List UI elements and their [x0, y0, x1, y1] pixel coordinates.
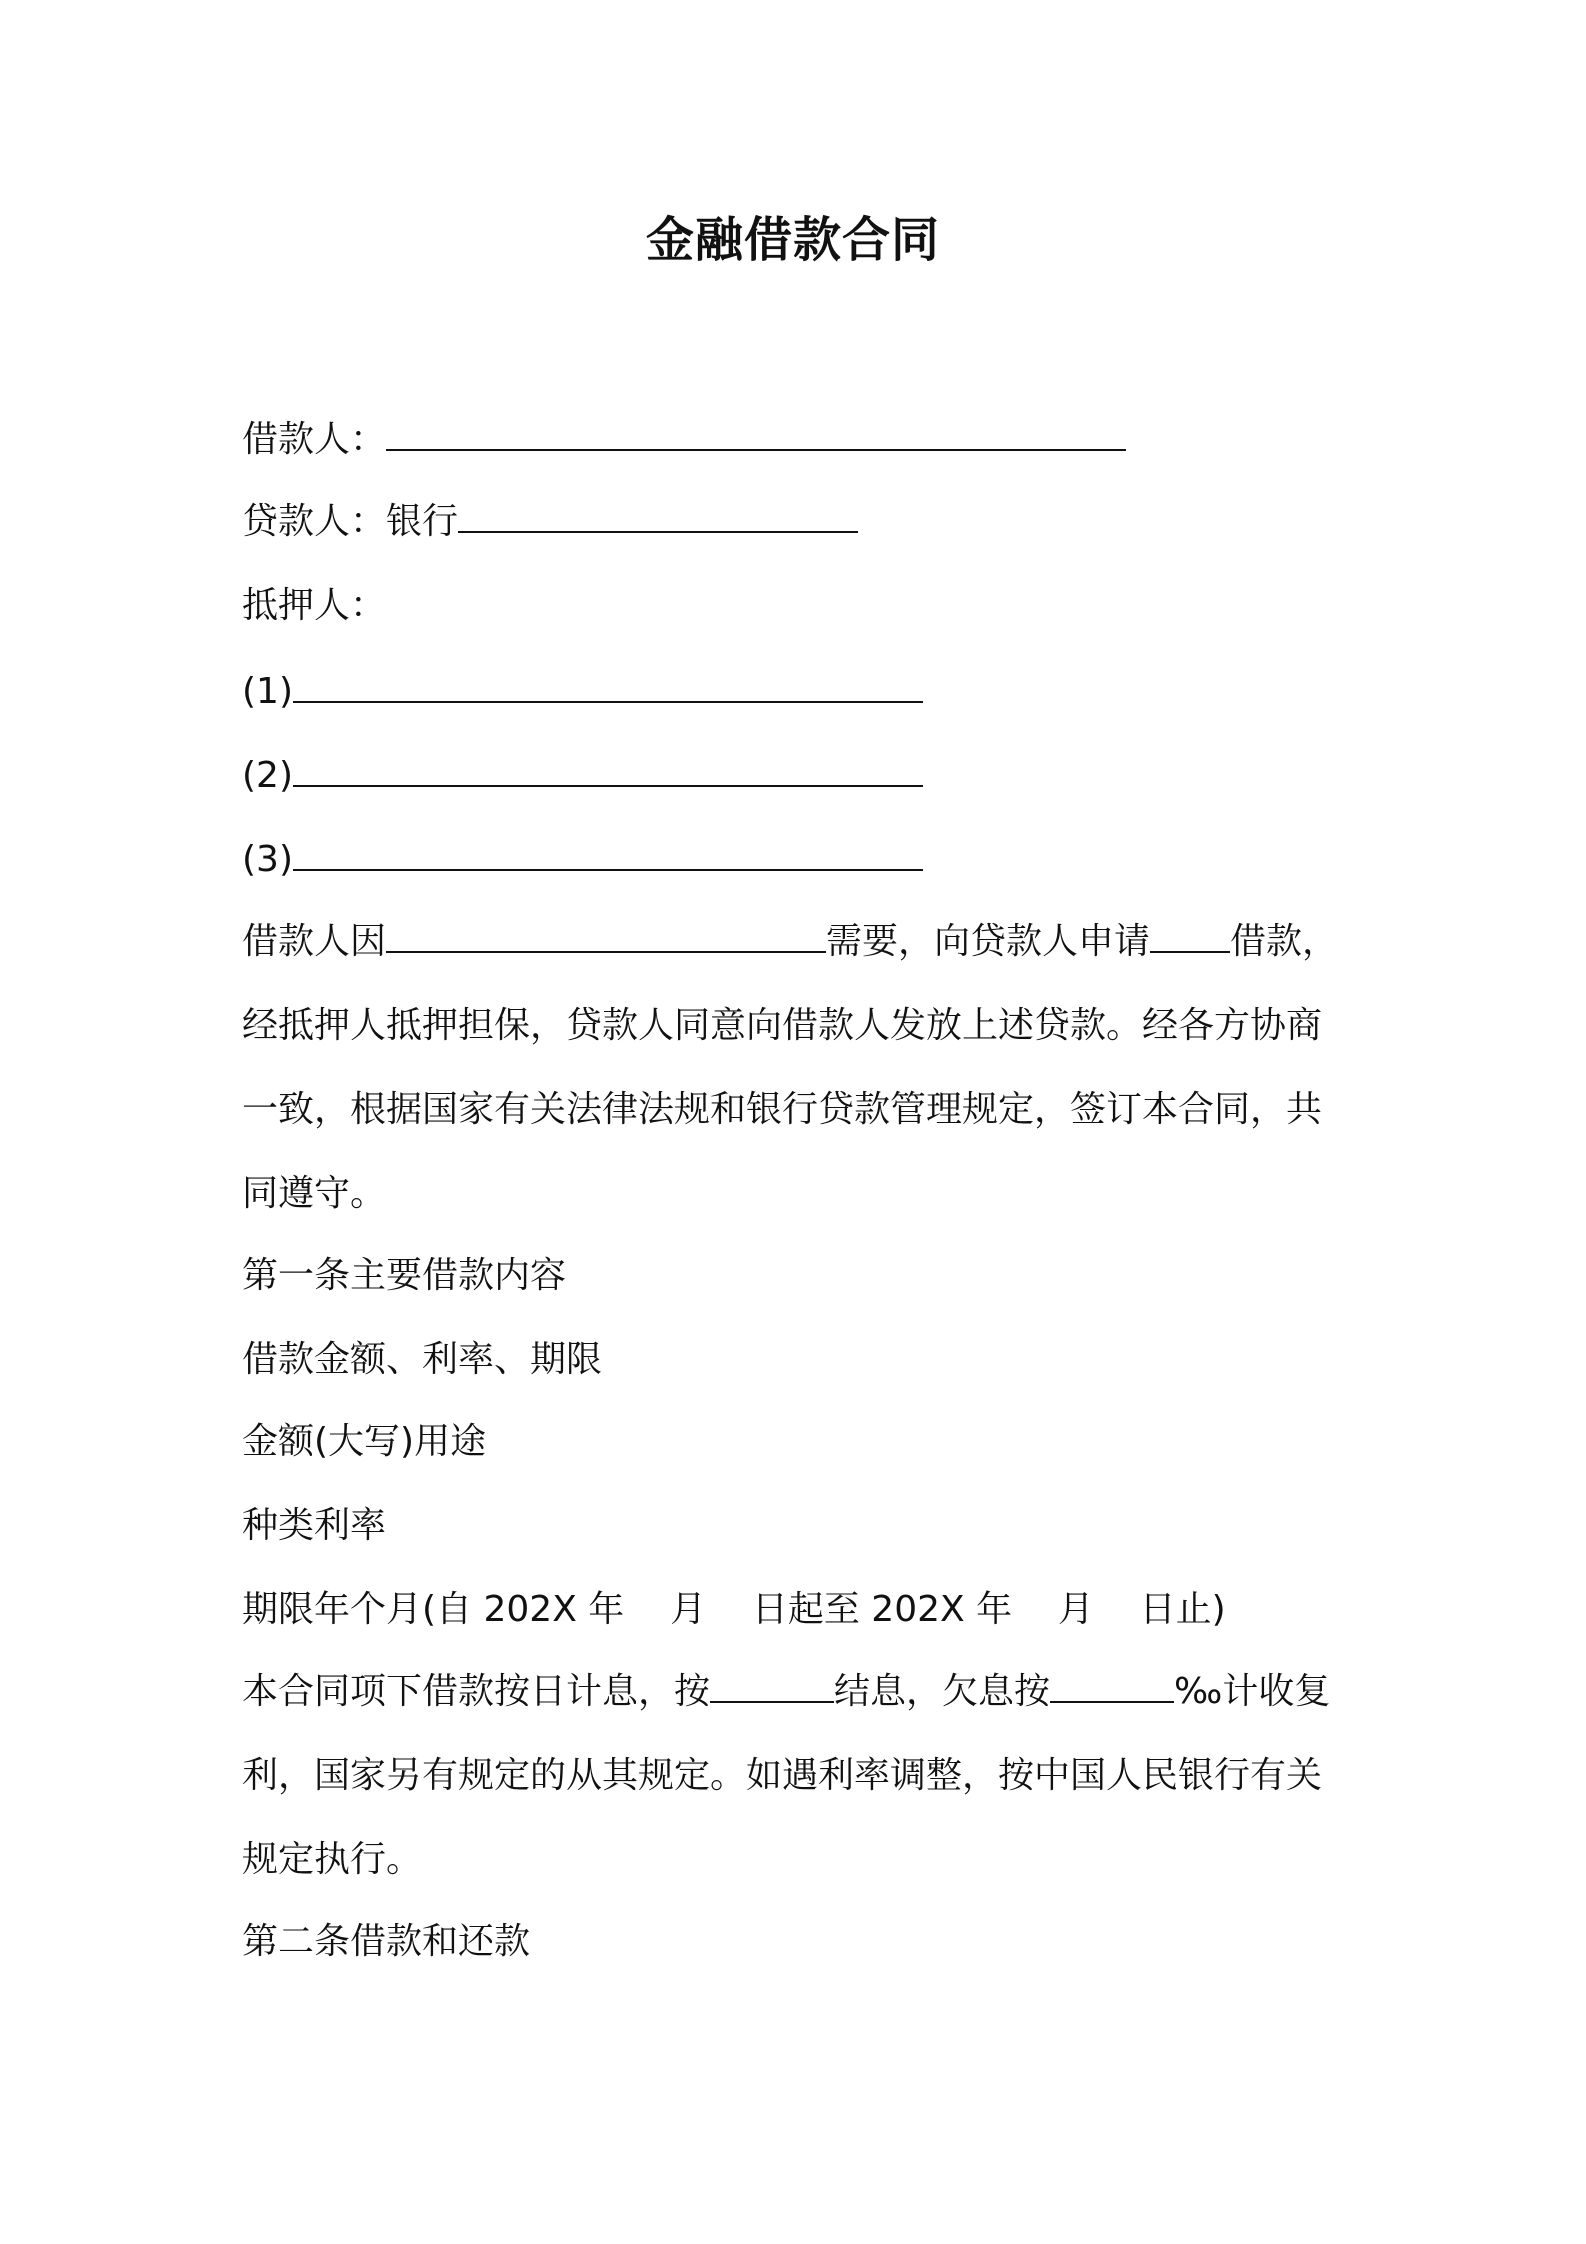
article-1-item-3: 种类利率	[242, 1505, 387, 1546]
borrower-blank	[386, 419, 1126, 451]
article-2-heading: 第二条借款和还款	[242, 1921, 531, 1962]
article-1-item-2: 金额(大写)用途	[242, 1421, 487, 1462]
mortgagor-label: 抵押人：	[242, 585, 387, 626]
page-title: 金融借款合同	[645, 212, 940, 268]
borrower-row	[242, 418, 1362, 462]
intro-line-4: 同遵守。	[242, 1173, 387, 1214]
mortgagor-blank	[293, 839, 923, 871]
article-1-item-1: 借款金额、利率、期限	[242, 1339, 603, 1380]
term-line: 期限年个月(自 202X 年 月 日起至 202X 年 月 日止)	[242, 1589, 1226, 1630]
intro-line-3: 一致，根据国家有关法律法规和银行贷款管理规定，签订本合同，共	[242, 1089, 1323, 1130]
lender-bank: 银行	[386, 501, 459, 542]
interest-line-3: 规定执行。	[242, 1839, 423, 1880]
mortgagor-row-1	[242, 670, 1362, 714]
loan-type-blank	[1150, 921, 1230, 953]
mortgagor-blank	[293, 671, 923, 703]
interest-line-1	[242, 1670, 1362, 1714]
mortgagor-index: (3)	[242, 839, 293, 880]
intro-line-2: 经抵押人抵押担保，贷款人同意向借款人发放上述贷款。经各方协商	[242, 1005, 1323, 1046]
mortgagor-index: (1)	[242, 671, 293, 712]
interest-text: 结息，欠息按	[834, 1671, 1051, 1712]
intro-text: 需要，向贷款人申请	[826, 921, 1151, 962]
article-1-heading: 第一条主要借款内容	[242, 1255, 567, 1296]
borrower-label: 借款人：	[242, 419, 387, 460]
lender-row	[242, 500, 1362, 544]
settlement-blank	[710, 1671, 834, 1703]
intro-text: 借款，	[1230, 921, 1339, 962]
interest-text: ‰计收复	[1174, 1671, 1331, 1712]
lender-label: 贷款人：	[242, 501, 387, 542]
intro-line-1	[242, 920, 1362, 964]
mortgagor-row-2	[242, 754, 1362, 798]
mortgagor-index: (2)	[242, 755, 293, 796]
interest-text: 本合同项下借款按日计息，按	[242, 1671, 711, 1712]
interest-line-2: 利，国家另有规定的从其规定。如遇利率调整，按中国人民银行有关	[242, 1755, 1323, 1796]
mortgagor-row-3	[242, 838, 1362, 882]
reason-blank	[386, 921, 826, 953]
overdue-rate-blank	[1050, 1671, 1174, 1703]
intro-text: 借款人因	[242, 921, 387, 962]
lender-bank-blank	[458, 501, 858, 533]
mortgagor-blank	[293, 755, 923, 787]
